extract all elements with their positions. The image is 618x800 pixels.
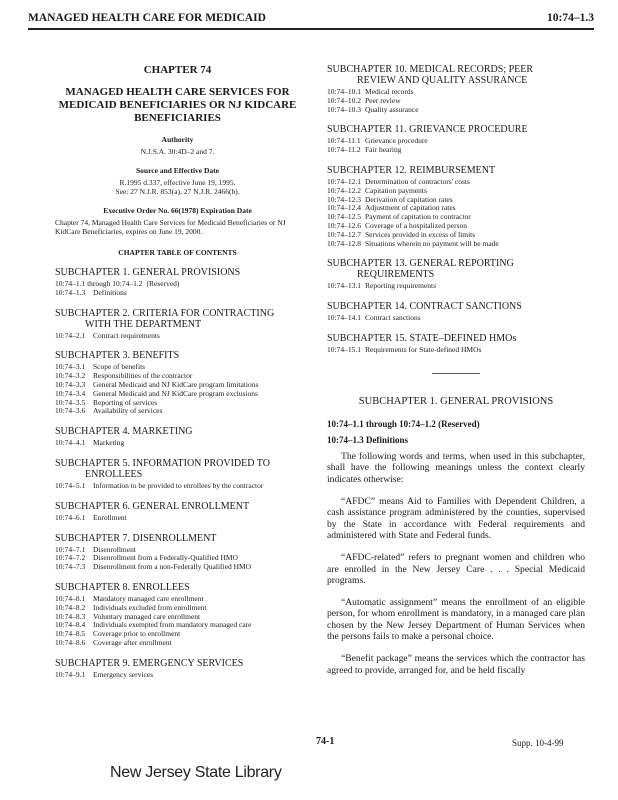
toc-entry-title: Grievance procedure bbox=[365, 136, 428, 146]
toc-entry-number: 10:74–12.2 bbox=[327, 185, 361, 195]
toc-entry-title: Marketing bbox=[93, 438, 125, 448]
toc-subchapter-heading bbox=[327, 333, 585, 344]
toc-subchapter-title: SUBCHAPTER 4. MARKETING bbox=[55, 426, 193, 438]
toc-subchapter-heading bbox=[55, 458, 300, 480]
toc-entry-list bbox=[55, 280, 300, 298]
toc-entry bbox=[55, 332, 300, 341]
source-line-2: See: 27 N.J.R. 853(a), 27 N.J.R. 2466(b). bbox=[115, 187, 240, 196]
toc-entry-number: 10:74–12.4 bbox=[327, 203, 361, 213]
toc-subchapter-title: SUBCHAPTER 14. CONTRACT SANCTIONS bbox=[327, 301, 522, 313]
body-paragraph: “Benefit package” means the services which the contractor has agreed to provide, arranged for, and be held fiscally bbox=[327, 653, 585, 676]
body-paragraph: “Automatic assignment” means the enrollment of an eligible person, for whom enrollment is mandatory, in a managed care plan chosen by the New Jersey Department of Human Services when the persons fails to make a personal choice. bbox=[327, 596, 585, 643]
toc-entry bbox=[55, 289, 300, 298]
toc-entry-title: Disenrollment bbox=[93, 544, 136, 554]
executive-order-text: Chapter 74, Managed Health Care Services for Medicaid Beneficiaries or NJ KidCare Beneficiaries, expires on June 19, 2000. bbox=[55, 218, 286, 236]
toc-entry-title: Emergency services bbox=[93, 669, 154, 679]
toc-entry-title: Coverage prior to enrollment bbox=[93, 629, 181, 639]
toc-entry-title: Quality assurance bbox=[365, 104, 419, 114]
chapter-number: CHAPTER 74 bbox=[143, 64, 212, 76]
toc-entry bbox=[55, 407, 300, 416]
toc-entry bbox=[55, 482, 300, 491]
toc-entry-number: 10:74–7.1 bbox=[55, 544, 86, 554]
toc-entry-title: Peer review bbox=[365, 95, 401, 105]
toc-subchapter-heading bbox=[327, 165, 585, 176]
body-paragraph: The following words and terms, when used in this subchapter, shall have the following meanings unless the context clearly indicates otherwise: bbox=[327, 450, 585, 485]
toc-subchapter-heading bbox=[327, 301, 585, 312]
toc-subchapter-title-cont: REVIEW AND QUALITY ASSURANCE bbox=[357, 75, 528, 86]
toc-entry-title: Definitions bbox=[93, 287, 127, 297]
section-reserved-heading: 10:74–1.1 through 10:74–1.2 (Reserved) bbox=[327, 418, 480, 429]
toc-entry bbox=[55, 280, 300, 289]
page-number: 74-1 bbox=[316, 736, 335, 747]
body-paragraph: “AFDC-related” refers to pregnant women and children who are enrolled in the New Jersey Care . . . Special Medicaid programs. bbox=[327, 551, 585, 587]
toc-entry-title: Coverage of a hospitalized person bbox=[365, 220, 468, 230]
toc-entry-title: Capitation payments bbox=[365, 185, 427, 195]
toc-entry-number: 10:74–13.1 bbox=[327, 281, 361, 291]
authority-text: N.J.S.A. 30:4D–2 and 7. bbox=[140, 147, 215, 156]
toc-entry-title: General Medicaid and NJ KidCare program exclusions bbox=[93, 388, 258, 398]
toc-subchapter-heading bbox=[55, 308, 300, 330]
toc-entry-title: Fair hearing bbox=[365, 145, 402, 155]
toc-entry-number: 10:74–3.6 bbox=[55, 406, 86, 416]
toc-entry-list bbox=[55, 514, 300, 523]
toc-entry-number: 10:74–3.5 bbox=[55, 397, 86, 407]
toc-entry-title: Payment of capitation to contractor bbox=[365, 212, 471, 222]
toc-subchapter-heading bbox=[55, 426, 300, 437]
toc-entry-number: 10:74–8.4 bbox=[55, 620, 86, 630]
toc-entry-list bbox=[327, 282, 585, 291]
toc-entry-list bbox=[327, 178, 585, 248]
toc-subchapter-title: SUBCHAPTER 12. REIMBURSEMENT bbox=[327, 164, 496, 176]
toc-entry-title: Voluntary managed care enrollment bbox=[93, 611, 201, 621]
toc-entry bbox=[55, 399, 300, 408]
toc-subchapter-title-cont: ENROLLEES bbox=[85, 468, 143, 480]
toc-subchapter-title: SUBCHAPTER 11. GRIEVANCE PROCEDURE bbox=[327, 124, 528, 136]
toc-entry-title: Information to be provided to enrollees by the contractor bbox=[93, 480, 264, 490]
source-line-1: R.1995 d.337, effective June 19, 1995. bbox=[119, 178, 236, 187]
toc-entry-title: Reporting requirements bbox=[365, 281, 437, 291]
toc-subchapter-heading bbox=[55, 350, 300, 361]
toc-entry-title: Individuals exempted from mandatory managed care bbox=[93, 620, 252, 630]
supplement-date: Supp. 10-4-99 bbox=[512, 738, 564, 748]
toc-entry-number: 10:74–8.3 bbox=[55, 611, 86, 621]
right-toc-list bbox=[327, 64, 585, 355]
toc-label: CHAPTER TABLE OF CONTENTS bbox=[118, 248, 237, 257]
toc-entry bbox=[55, 390, 300, 399]
toc-subchapter-heading bbox=[55, 582, 300, 593]
toc-entry-title: Situations wherein no payment will be made bbox=[365, 238, 499, 248]
toc-entry-title: Coverage after enrollment bbox=[93, 637, 172, 647]
toc-entry-number: 10:74–9.1 bbox=[55, 669, 86, 679]
authority-label: Authority bbox=[161, 135, 194, 144]
toc-entry-number: 10:74–11.1 bbox=[327, 136, 361, 146]
left-column bbox=[55, 64, 300, 690]
toc-entry bbox=[55, 439, 300, 448]
toc-entry-number: 10:74–3.3 bbox=[55, 379, 86, 389]
toc-entry-number: 10:74–10.2 bbox=[327, 95, 361, 105]
toc-entry-list bbox=[55, 439, 300, 448]
toc-entry-number: 10:74–8.1 bbox=[55, 593, 86, 603]
toc-subchapter-title: SUBCHAPTER 5. INFORMATION PROVIDED TO bbox=[55, 457, 270, 469]
toc-entry-number: 10:74–4.1 bbox=[55, 438, 86, 448]
toc-entry-title: Determination of contractors' costs bbox=[365, 176, 470, 186]
toc-entry-number: 10:74–12.6 bbox=[327, 220, 361, 230]
toc-entry bbox=[55, 639, 300, 648]
toc-subchapter-title-cont: WITH THE DEPARTMENT bbox=[85, 318, 202, 330]
toc-entry-title: Mandatory managed care enrollment bbox=[93, 593, 204, 603]
toc-entry-number: 10:74–12.1 bbox=[327, 176, 361, 186]
toc-entry-title: Enrollment bbox=[93, 512, 127, 522]
section-definitions-heading: 10:74–1.3 Definitions bbox=[327, 434, 408, 445]
section-divider bbox=[432, 373, 480, 374]
toc-entry-list bbox=[55, 595, 300, 648]
toc-entry-number: 10:74–7.2 bbox=[55, 553, 86, 563]
toc-subchapter-title: SUBCHAPTER 10. MEDICAL RECORDS; PEER bbox=[327, 64, 534, 75]
toc-entry-number: 10:74–12.8 bbox=[327, 238, 361, 248]
toc-subchapter-title: SUBCHAPTER 15. STATE–DEFINED HMOs bbox=[327, 332, 517, 344]
header-title: MANAGED HEALTH CARE FOR MEDICAID bbox=[28, 12, 266, 24]
toc-subchapter-title: SUBCHAPTER 8. ENROLLEES bbox=[55, 581, 190, 593]
toc-entry-number: 10:74–2.1 bbox=[55, 330, 86, 340]
toc-entry bbox=[55, 563, 300, 572]
toc-entry-number: 10:74–6.1 bbox=[55, 512, 86, 522]
toc-entry bbox=[327, 106, 585, 115]
source-label: Source and Effective Date bbox=[136, 166, 219, 175]
toc-entry-number: 10:74–3.2 bbox=[55, 371, 86, 381]
toc-entry-number: 10:74–8.6 bbox=[55, 637, 86, 647]
toc-entry-list bbox=[327, 346, 585, 355]
toc-entry-title: Services provided in excess of limits bbox=[365, 229, 476, 239]
toc-entry-title: Adjustment of capitation rates bbox=[365, 203, 456, 213]
toc-entry-number: 10:74–3.4 bbox=[55, 388, 86, 398]
toc-entry bbox=[327, 282, 585, 291]
toc-entry-list bbox=[327, 137, 585, 155]
toc-subchapter-heading bbox=[55, 501, 300, 512]
toc-entry-list bbox=[55, 671, 300, 680]
toc-entry-list bbox=[327, 314, 585, 323]
toc-subchapter-heading bbox=[55, 658, 300, 669]
chapter-title: MANAGED HEALTH CARE SERVICES FOR MEDICAID BENEFICIARIES OR NJ KIDCARE BENEFICIARIES bbox=[58, 86, 297, 124]
toc-entry-title: Availability of services bbox=[93, 406, 163, 416]
toc-subchapter-title: SUBCHAPTER 6. GENERAL ENROLLMENT bbox=[55, 500, 250, 512]
toc-entry-title: Contract sanctions bbox=[365, 313, 421, 323]
toc-entry-title: Disenrollment from a non-Federally Qualified HMO bbox=[93, 562, 252, 572]
body-paragraph: “AFDC” means Aid to Families with Dependent Children, a cash assistance program administered by the counties, supervised by the State in accordance with Federal requirements and administered with State and Federal funds. bbox=[327, 495, 585, 542]
toc-entry-title: (Reserved) bbox=[146, 279, 180, 288]
toc-entry-title: Reporting of services bbox=[93, 397, 158, 407]
toc-entry-number: 10:74–11.2 bbox=[327, 145, 361, 155]
toc-entry-list bbox=[55, 363, 300, 416]
toc-subchapter-heading bbox=[327, 124, 585, 135]
toc-subchapter-heading bbox=[55, 267, 300, 278]
right-column bbox=[327, 64, 585, 686]
toc-subchapter-title: SUBCHAPTER 7. DISENROLLMENT bbox=[55, 532, 217, 544]
body-subchapter-heading: SUBCHAPTER 1. GENERAL PROVISIONS bbox=[358, 395, 554, 407]
toc-subchapter-heading bbox=[327, 258, 585, 280]
toc-entry bbox=[327, 314, 585, 323]
toc-entry bbox=[55, 671, 300, 680]
toc-entry-number: 10:74–7.3 bbox=[55, 562, 86, 572]
toc-entry-number: 10:74–12.7 bbox=[327, 229, 361, 239]
toc-entry-list bbox=[55, 546, 300, 572]
toc-entry bbox=[55, 514, 300, 523]
toc-entry-title: Responsibilities of the contractor bbox=[93, 371, 193, 381]
toc-subchapter-title: SUBCHAPTER 2. CRITERIA FOR CONTRACTING bbox=[55, 307, 275, 319]
toc-entry-title: Derivation of capitation rates bbox=[365, 194, 453, 204]
toc-entry bbox=[55, 630, 300, 639]
toc-subchapter-heading bbox=[55, 533, 300, 544]
toc-entry-number: 10:74–12.3 bbox=[327, 194, 361, 204]
toc-entry-number: 10:74–14.1 bbox=[327, 313, 361, 323]
toc-subchapter-title: SUBCHAPTER 1. GENERAL PROVISIONS bbox=[55, 267, 241, 278]
toc-entry-number: 10:74–10.1 bbox=[327, 87, 361, 96]
toc-entry-list bbox=[327, 88, 585, 114]
definitions-body bbox=[327, 451, 585, 677]
running-header bbox=[28, 8, 594, 30]
toc-entry-number: 10:74–12.5 bbox=[327, 212, 361, 222]
toc-entry-number: 10:74–1.3 bbox=[55, 287, 86, 297]
toc-entry-number: 10:74–5.1 bbox=[55, 480, 86, 490]
toc-entry-number: 10:74–8.5 bbox=[55, 629, 86, 639]
library-stamp: New Jersey State Library bbox=[110, 764, 282, 781]
toc-entry-title: Scope of benefits bbox=[93, 362, 146, 372]
toc-entry-list bbox=[55, 332, 300, 341]
toc-subchapter-title: SUBCHAPTER 13. GENERAL REPORTING bbox=[327, 258, 514, 270]
toc-entry-number: 10:74–8.2 bbox=[55, 602, 86, 612]
toc-entry bbox=[327, 240, 585, 249]
toc-entry-number: 10:74–15.1 bbox=[327, 344, 361, 354]
toc-entry-title: Medical records bbox=[365, 87, 414, 96]
toc-entry-title: Individuals excluded from enrollment bbox=[93, 602, 207, 612]
toc-subchapter-title: SUBCHAPTER 3. BENEFITS bbox=[55, 350, 180, 362]
toc-entry-number: 10:74–1.1 through 10:74–1.2 bbox=[55, 279, 143, 288]
toc-entry-title: Contract requirements bbox=[93, 330, 160, 340]
left-toc-list bbox=[55, 267, 300, 680]
toc-subchapter-heading bbox=[327, 64, 585, 86]
toc-subchapter-title-cont: REQUIREMENTS bbox=[357, 269, 435, 281]
toc-entry bbox=[327, 346, 585, 355]
toc-entry-number: 10:74–3.1 bbox=[55, 362, 86, 372]
toc-entry-title: General Medicaid and NJ KidCare program limitations bbox=[93, 379, 259, 389]
toc-entry-number: 10:74–10.3 bbox=[327, 104, 361, 114]
toc-entry-list bbox=[55, 482, 300, 491]
toc-entry bbox=[327, 146, 585, 155]
executive-order-label: Executive Order No. 66(1978) Expiration Date bbox=[103, 206, 252, 215]
toc-subchapter-title: SUBCHAPTER 9. EMERGENCY SERVICES bbox=[55, 657, 244, 669]
header-section-number: 10:74–1.3 bbox=[547, 12, 594, 24]
toc-entry-title: Requirements for State-defined HMOs bbox=[365, 344, 482, 354]
toc-entry-title: Disenrollment from a Federally-Qualified HMO bbox=[93, 553, 238, 563]
